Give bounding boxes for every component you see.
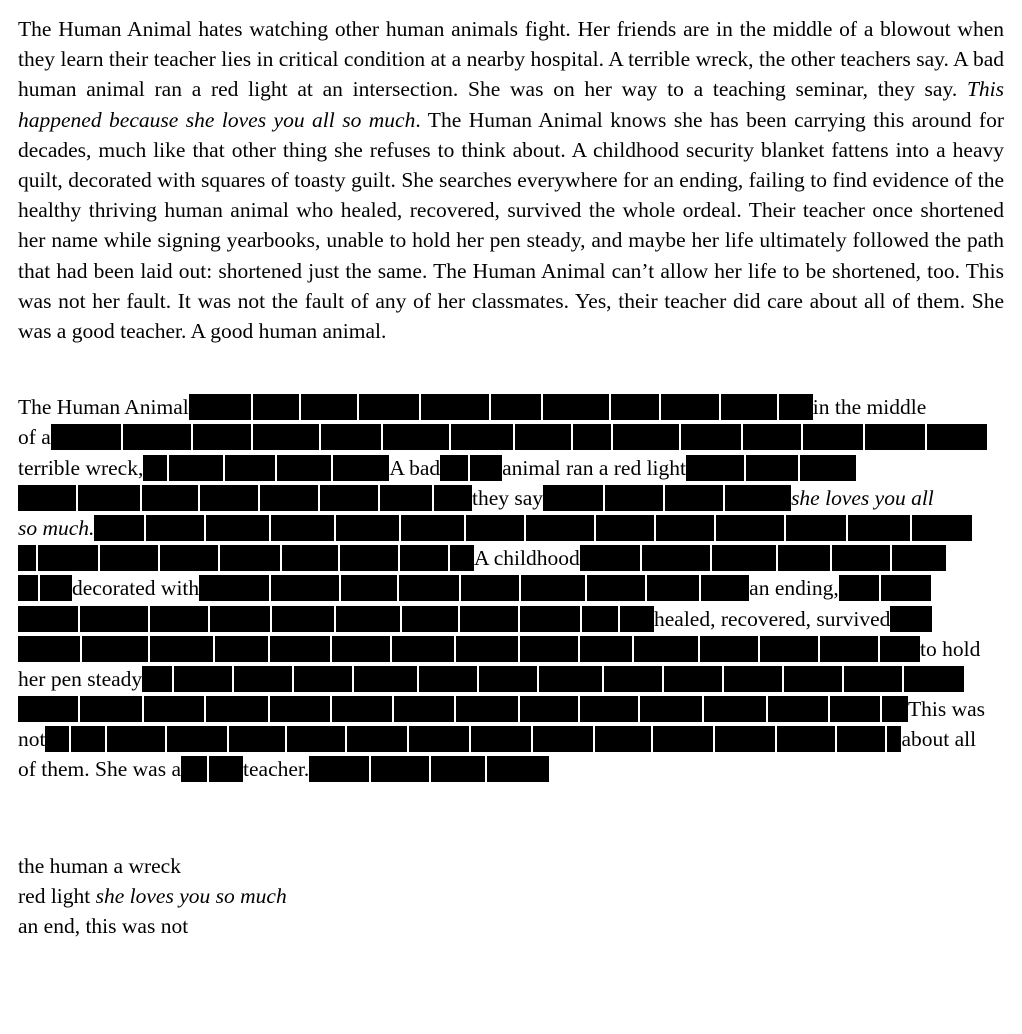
redaction-bar — [18, 696, 908, 722]
paragraph-emphasis: This happened because she loves you all so much — [18, 77, 1004, 132]
redaction-bar — [45, 726, 901, 752]
visible-emphasis: she loves you all — [791, 483, 934, 513]
redaction-bar — [199, 575, 749, 601]
redacted-line — [18, 483, 1004, 513]
redaction-bar — [51, 424, 987, 450]
visible-text: terrible wreck, — [18, 453, 143, 483]
visible-text: to hold — [920, 634, 980, 664]
redaction-bar — [143, 455, 389, 481]
redacted-line — [18, 724, 1004, 754]
visible-text: teacher. — [243, 754, 309, 784]
redacted-line — [18, 422, 1004, 452]
redaction-bar — [181, 756, 243, 782]
visible-text: A bad — [389, 453, 440, 483]
visible-text: they say — [472, 483, 543, 513]
poem-text: the human a wreck — [18, 853, 181, 878]
redaction-bar — [839, 575, 931, 601]
redacted-line — [18, 392, 1004, 422]
visible-text: of a — [18, 422, 51, 452]
redaction-bar — [440, 455, 502, 481]
redacted-line — [18, 513, 1004, 543]
redaction-bar — [189, 394, 813, 420]
visible-text: in the middle — [813, 392, 926, 422]
poem-text: an end, this was not — [18, 914, 189, 939]
poem-block — [18, 851, 1004, 942]
redaction-bar — [18, 606, 654, 632]
paragraph-block — [18, 14, 1004, 346]
visible-text: about all — [901, 724, 976, 754]
visible-text: an ending, — [749, 573, 839, 603]
poem-emphasis: she loves you so much — [95, 883, 287, 908]
redaction-bar — [18, 485, 472, 511]
redaction-bar — [18, 545, 474, 571]
redacted-line — [18, 754, 1004, 784]
redacted-line — [18, 664, 1004, 694]
poem-text: red light — [18, 883, 96, 908]
redaction-bar — [543, 485, 791, 511]
redaction-bar — [142, 666, 964, 692]
redaction-bar — [94, 515, 972, 541]
redaction-bar — [18, 575, 72, 601]
visible-text: decorated with — [72, 573, 199, 603]
redaction-bar — [309, 756, 549, 782]
visible-text: This was — [908, 694, 985, 724]
redaction-bar — [580, 545, 946, 571]
redaction-bar — [890, 606, 932, 632]
paragraph-text: . The Human Animal knows she has been carrying this around for decades, much like that other thing she refuses to think about. A childhood security blanket fattens into a heavy quilt, decorated with squares of toasty guilt. She searches everywhere for an ending, failing to find evidence of the healthy thriving human animal who healed, recovered, survived the whole ordeal. Their teacher once shortened her name while signing yearbooks, unable to hold her pen steady, and maybe her life ultimately followed the path that had been laid out: shortened just the same. The Human Animal can’t allow her life to be shortened, too. This was not her fault. It was not the fault of any of her classmates. Yes, their teacher did care about all of them. She was a good teacher. A good human animal. — [18, 107, 1004, 344]
visible-text: animal ran a red light — [502, 453, 686, 483]
redacted-block — [18, 392, 1004, 784]
redacted-line — [18, 604, 1004, 634]
visible-text: not — [18, 724, 45, 754]
visible-text: her pen steady — [18, 664, 142, 694]
poem-line — [18, 911, 1004, 941]
redacted-line — [18, 694, 1004, 724]
poem-line — [18, 881, 1004, 911]
poem-line — [18, 851, 1004, 881]
redacted-line — [18, 453, 1004, 483]
paragraph-text: The Human Animal hates watching other human animals fight. Her friends are in the middle of a blowout when they learn their teacher lies in critical condition at a nearby hospital. A terrible wreck, the other teachers say. A bad human animal ran a red light at an intersection. She was on her way to a teaching seminar, they say. — [18, 17, 1004, 102]
visible-text: A childhood — [474, 543, 580, 573]
redacted-line — [18, 573, 1004, 603]
redaction-bar — [686, 455, 856, 481]
visible-text: The Human Animal — [18, 392, 189, 422]
visible-text: of them. She was a — [18, 754, 181, 784]
redacted-line — [18, 543, 1004, 573]
redaction-bar — [18, 636, 920, 662]
visible-emphasis: so much. — [18, 513, 94, 543]
redacted-line — [18, 634, 1004, 664]
visible-text: healed, recovered, survived — [654, 604, 890, 634]
